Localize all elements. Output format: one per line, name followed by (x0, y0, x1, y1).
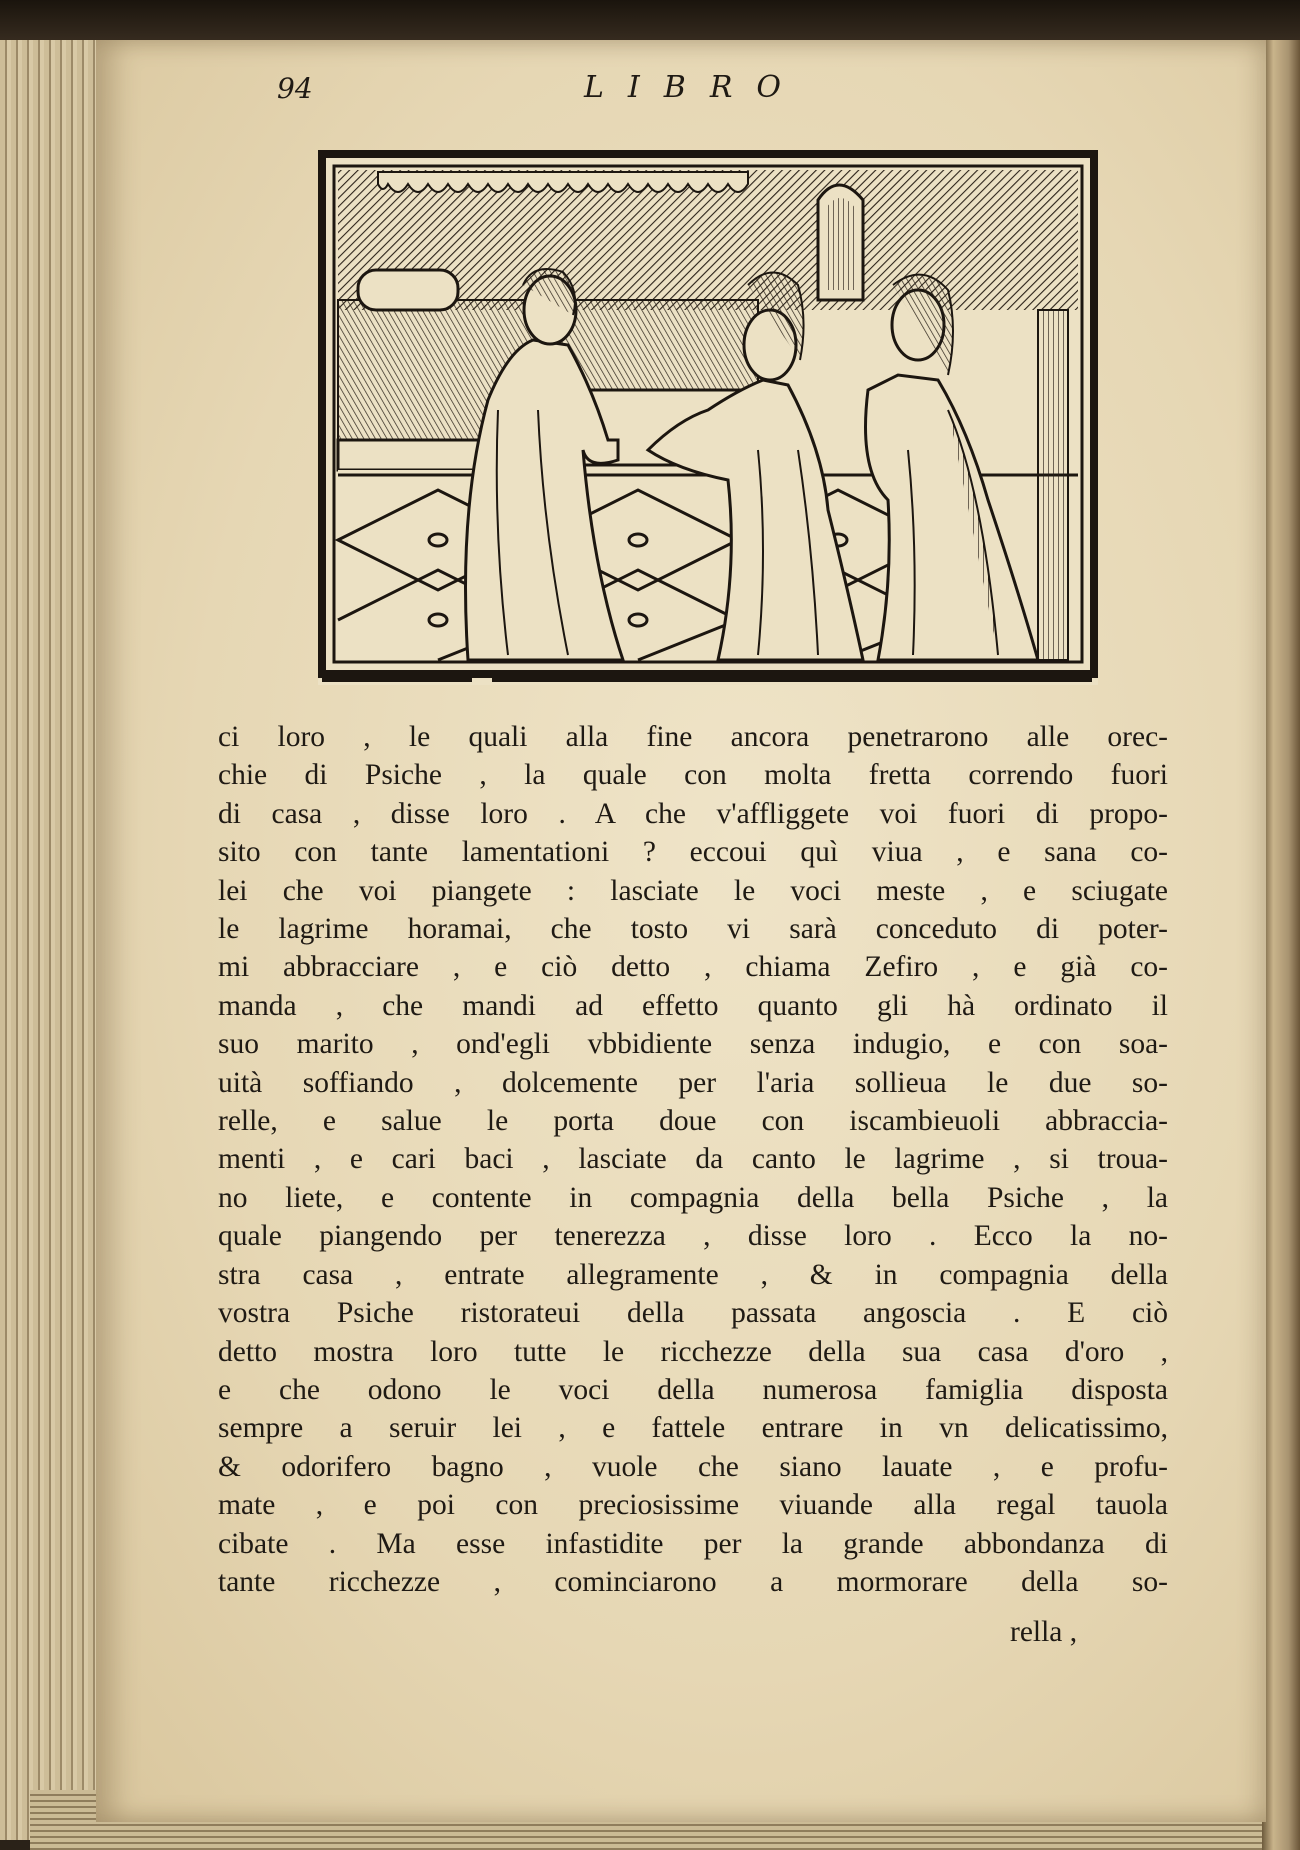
text-line: sito con tante lamentationi ? eccoui quì viua , e sana co- (218, 836, 1168, 869)
text-line: e che odono le voci della numerosa famiglia disposta (218, 1373, 1168, 1406)
text-line: relle, e salue le porta doue con iscambieuoli abbraccia- (218, 1105, 1168, 1138)
text-line: chie di Psiche , la quale con molta fretta correndo fuori (218, 759, 1168, 792)
facing-page-edge (1262, 40, 1300, 1850)
text-line: stra casa , entrate allegramente , & in compagnia della (218, 1258, 1168, 1291)
text-line: di casa , disse loro . A che v'affliggete voi fuori di propo- (218, 797, 1168, 830)
text-line: sempre a seruir lei , e fattele entrare in vn delicatissimo, (218, 1412, 1168, 1445)
body-text (218, 718, 1168, 1601)
text-line: mi abbracciare , e ciò detto , chiama Zefiro , e già co- (218, 951, 1168, 984)
page-header (184, 48, 1084, 108)
text-line: mate , e poi con preciosissime viuande alla regal tauola (218, 1489, 1168, 1522)
page-stack-edge (0, 40, 110, 1840)
text-line: & odorifero bagno , vuole che siano lauate , e profu- (218, 1450, 1168, 1483)
catchword: rella , (1010, 1616, 1078, 1648)
page-number: 94 (277, 72, 313, 105)
text-line: manda , che mandi ad effetto quanto gli hà ordinato il (218, 989, 1168, 1022)
text-line: uità soffiando , dolcemente per l'aria sollieua le due so- (218, 1066, 1168, 1099)
woodcut-figures-icon (318, 150, 1098, 685)
text-line: le lagrime horamai, che tosto vi sarà conceduto di poter- (218, 913, 1168, 946)
running-title: LIBRO (584, 70, 806, 105)
text-line: cibate . Ma esse infastidite per la grande abbondanza di (218, 1527, 1168, 1560)
text-line: ci loro , le quali alla fine ancora penetrarono alle orec- (218, 721, 1168, 753)
text-line: no liete, e contente in compagnia della bella Psiche , la (218, 1181, 1168, 1214)
text-line: tante ricchezze , cominciarono a mormorare della so- (218, 1565, 1168, 1598)
text-line: detto mostra loro tutte le ricchezze della sua casa d'oro , (218, 1335, 1168, 1368)
text-line: lei che voi piangete : lasciate le voci meste , e sciugate (218, 874, 1168, 907)
text-line: suo marito , ond'egli vbbidiente senza indugio, e con soa- (218, 1028, 1168, 1061)
text-line: vostra Psiche ristorateui della passata angoscia . E ciò (218, 1297, 1168, 1330)
text-line: quale piangendo per tenerezza , disse loro . Ecco la no- (218, 1220, 1168, 1253)
text-line: menti , e cari baci , lasciate da canto le lagrime , si troua- (218, 1143, 1168, 1176)
woodcut-illustration (318, 150, 1098, 685)
